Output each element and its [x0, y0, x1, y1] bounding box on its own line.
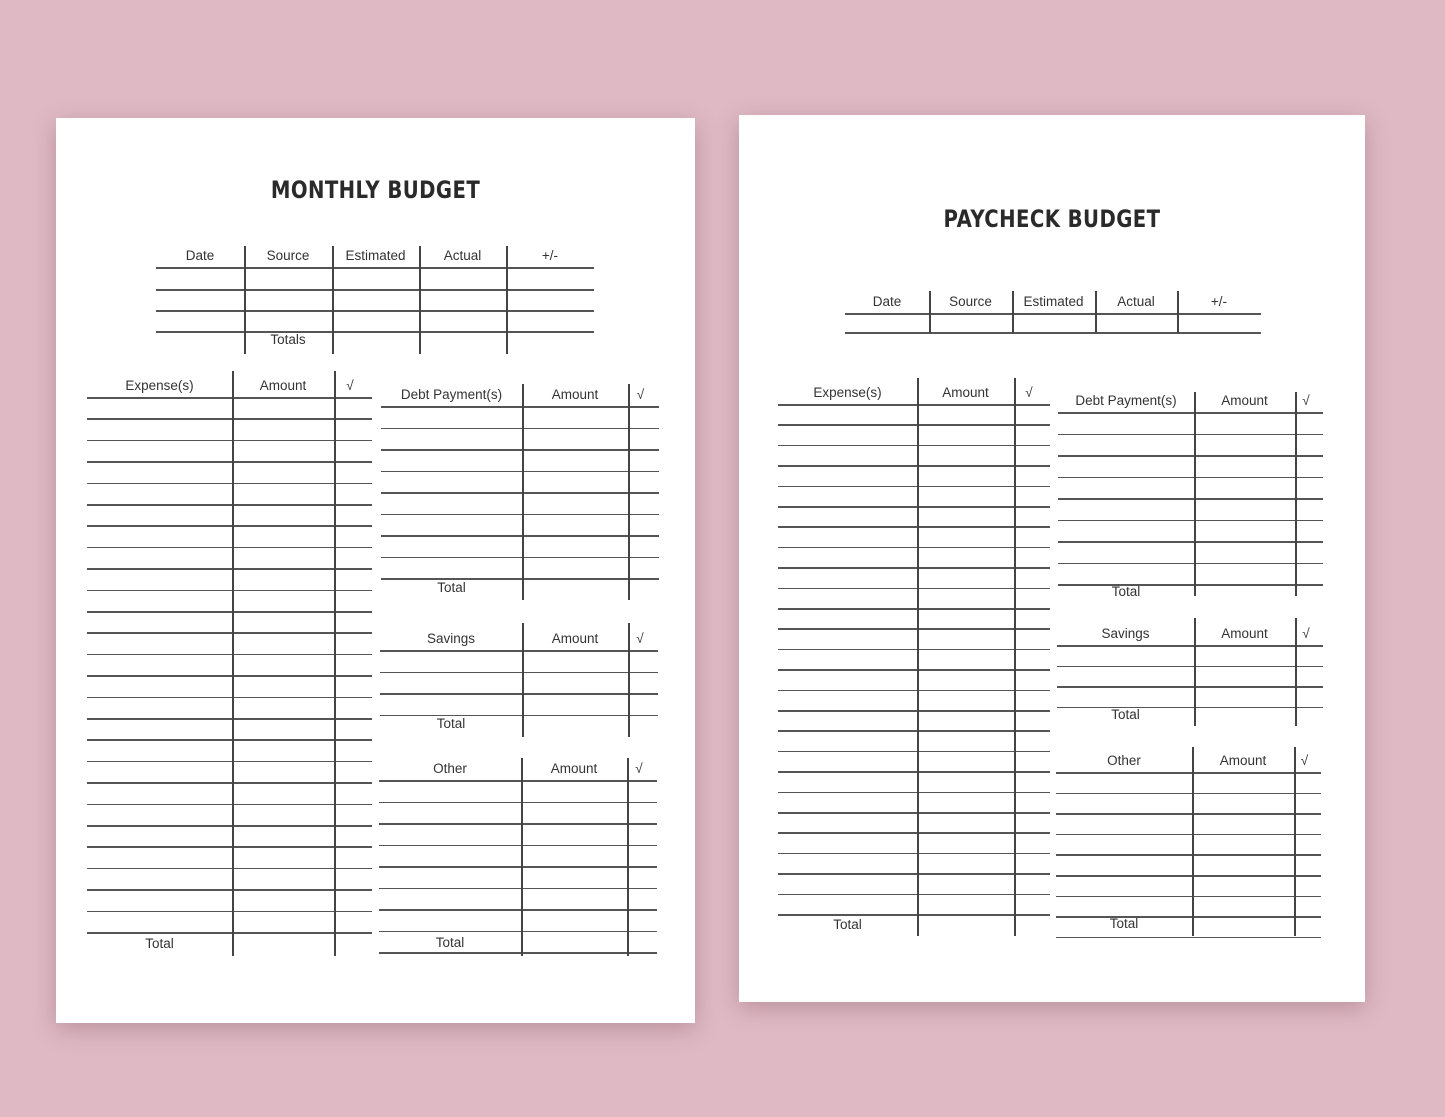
row-rule [87, 932, 372, 934]
column-header: Date [872, 294, 902, 309]
row-rule [1056, 896, 1321, 898]
total-label: Total [145, 936, 174, 951]
row-rule [778, 445, 1050, 447]
column-header: Amount [942, 385, 989, 400]
page-title: MONTHLY BUDGET [270, 176, 481, 204]
column-divider [1295, 392, 1297, 596]
total-label: Total [437, 580, 466, 595]
row-rule [87, 739, 372, 741]
row-rule [1056, 875, 1321, 877]
row-rule [778, 465, 1050, 467]
row-rule [379, 845, 657, 847]
row-rule [778, 649, 1050, 651]
row-rule [778, 730, 1050, 732]
row-rule [380, 672, 658, 674]
column-header: Amount [551, 387, 599, 402]
row-rule [1056, 854, 1321, 856]
row-rule [87, 632, 372, 634]
column-header: Amount [1221, 626, 1268, 641]
column-header: √ [635, 761, 643, 776]
row-rule [87, 568, 372, 570]
column-header: Amount [1219, 753, 1267, 768]
row-rule [379, 952, 657, 954]
row-rule [778, 812, 1050, 814]
row-rule [87, 461, 372, 463]
row-rule [379, 931, 657, 933]
header-rule [380, 650, 658, 652]
row-rule [87, 654, 372, 656]
row-rule [156, 310, 594, 312]
header-rule [778, 404, 1050, 406]
total-label: Total [1111, 707, 1140, 722]
column-header: Amount [551, 631, 599, 646]
row-rule [87, 846, 372, 848]
row-rule [156, 331, 594, 333]
header-rule [1058, 412, 1323, 414]
row-rule [778, 832, 1050, 834]
row-rule [1056, 813, 1321, 815]
column-header: +/- [1210, 294, 1228, 309]
row-rule [379, 866, 657, 868]
header-rule [381, 406, 659, 408]
row-rule [1056, 937, 1321, 939]
total-label: Total [1109, 916, 1139, 931]
row-rule [778, 486, 1050, 488]
row-rule [778, 751, 1050, 753]
row-rule [379, 909, 657, 911]
row-rule [1058, 498, 1323, 500]
row-rule [381, 514, 659, 516]
column-header: Savings [1101, 626, 1150, 641]
row-rule [87, 911, 372, 913]
row-rule [1057, 686, 1323, 688]
monthly-budget-page [56, 118, 695, 1023]
row-rule [381, 492, 659, 494]
page-title: PAYCHECK BUDGET [943, 205, 1161, 233]
row-rule [381, 471, 659, 473]
row-rule [1057, 666, 1323, 668]
header-rule [1057, 645, 1323, 647]
row-rule [87, 504, 372, 506]
row-rule [380, 693, 658, 695]
column-header: Debt Payment(s) [1075, 393, 1177, 408]
row-rule [778, 914, 1050, 916]
column-header: Estimated [345, 248, 406, 263]
row-rule [778, 547, 1050, 549]
column-header: Expense(s) [125, 378, 194, 393]
column-header: Source [266, 248, 310, 263]
column-header: Date [185, 248, 215, 263]
column-header: Expense(s) [813, 385, 882, 400]
column-divider [1192, 747, 1194, 936]
column-header: √ [1302, 393, 1310, 408]
row-rule [87, 440, 372, 442]
column-header: √ [636, 631, 644, 646]
column-header: Estimated [1023, 294, 1084, 309]
row-rule [778, 608, 1050, 610]
column-header: Debt Payment(s) [400, 387, 503, 402]
row-rule [778, 588, 1050, 590]
row-rule [156, 289, 594, 291]
row-rule [379, 823, 657, 825]
row-rule [87, 697, 372, 699]
column-header: √ [346, 378, 354, 393]
column-divider [917, 378, 919, 936]
row-rule [778, 853, 1050, 855]
column-divider [1194, 392, 1196, 596]
column-header: Actual [443, 248, 482, 263]
total-label: Total [833, 917, 862, 932]
row-rule [1058, 520, 1323, 522]
header-rule [379, 780, 657, 782]
row-rule [778, 710, 1050, 712]
row-rule [1056, 793, 1321, 795]
row-rule [381, 449, 659, 451]
column-header: √ [1300, 753, 1309, 768]
header-rule [156, 267, 594, 269]
row-rule [87, 782, 372, 784]
row-rule [778, 424, 1050, 426]
header-rule [1056, 772, 1321, 774]
column-header: Source [949, 294, 992, 309]
column-header: +/- [541, 248, 559, 263]
column-divider [1014, 378, 1016, 936]
row-rule [1058, 541, 1323, 543]
row-rule [1058, 455, 1323, 457]
column-divider [1294, 747, 1296, 936]
row-rule [1056, 834, 1321, 836]
column-divider [334, 371, 336, 956]
row-rule [87, 718, 372, 720]
total-label: Total [436, 716, 466, 731]
row-rule [87, 525, 372, 527]
total-label: Total [1111, 584, 1141, 599]
header-rule [845, 313, 1261, 315]
row-rule [1058, 477, 1323, 479]
column-header: √ [1025, 385, 1033, 400]
total-label: Total [435, 935, 465, 950]
row-rule [87, 418, 372, 420]
row-rule [87, 761, 372, 763]
row-rule [778, 792, 1050, 794]
row-rule [1058, 434, 1323, 436]
row-rule [87, 547, 372, 549]
row-rule [379, 888, 657, 890]
row-rule [778, 873, 1050, 875]
column-header: √ [1302, 626, 1310, 641]
column-header: Amount [259, 378, 307, 393]
row-rule [1058, 563, 1323, 565]
column-header: Amount [550, 761, 598, 776]
row-rule [778, 669, 1050, 671]
column-header: √ [636, 387, 645, 402]
column-header: Amount [1221, 393, 1268, 408]
row-rule [87, 611, 372, 613]
row-rule [778, 567, 1050, 569]
row-rule [381, 557, 659, 559]
row-rule [778, 526, 1050, 528]
row-rule [778, 628, 1050, 630]
column-header: Actual [1117, 294, 1155, 309]
row-rule [87, 889, 372, 891]
row-rule [87, 675, 372, 677]
row-rule [87, 483, 372, 485]
paycheck-budget-page [739, 115, 1365, 1002]
column-header: Savings [426, 631, 476, 646]
column-header: Other [1107, 753, 1141, 768]
column-header: Other [433, 761, 467, 776]
row-rule [778, 771, 1050, 773]
row-rule [87, 590, 372, 592]
row-rule [778, 506, 1050, 508]
row-rule [778, 894, 1050, 896]
row-rule [379, 802, 657, 804]
header-rule [87, 397, 372, 399]
row-rule [778, 690, 1050, 692]
column-divider [232, 371, 234, 956]
column-divider [522, 384, 524, 600]
row-rule [87, 868, 372, 870]
row-rule [845, 332, 1261, 334]
column-divider [521, 758, 523, 956]
row-rule [87, 825, 372, 827]
column-divider [628, 384, 630, 600]
total-label: Totals [270, 332, 306, 347]
column-divider [627, 758, 629, 956]
row-rule [87, 804, 372, 806]
row-rule [381, 535, 659, 537]
row-rule [381, 428, 659, 430]
